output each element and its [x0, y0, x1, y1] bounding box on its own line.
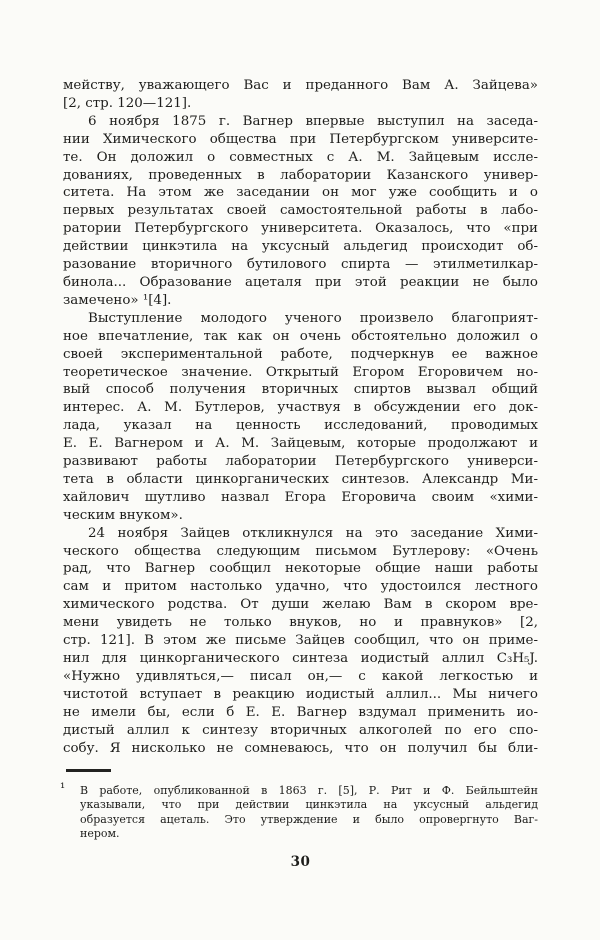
text-line: нером. — [80, 827, 120, 841]
text-line: химического родства. От души желаю Вам в скором вре- — [63, 597, 538, 613]
text-line: не имели бы, если б Е. Е. Вагнер вздумал применить ио- — [63, 704, 538, 720]
text-line: дованиях, проведенных в лаборатории Казанского универ- — [63, 167, 538, 183]
text-line: хайлович шутливо назвал Егора Егоровича своим «хими- — [63, 489, 538, 505]
text-line: ческого общества следующим письмом Бутлерову: «Очень — [63, 543, 538, 559]
paragraph — [63, 113, 538, 310]
text-line: чистотой вступает в реакцию иодистый аллил... Мы ничего — [63, 686, 538, 702]
text-line: собу. Я нисколько не сомневаюсь, что он получил бы бли- — [63, 740, 538, 756]
text-line: ситета. На этом же заседании он мог уже сообщить и о — [63, 185, 538, 201]
text-line: ное впечатление, так как он очень обстоятельно доложил о — [63, 328, 538, 344]
text-line: сам и притом настолько удачно, что удостоился лестного — [63, 579, 538, 595]
footnote — [60, 781, 538, 842]
text-line: [2, стр. 120—121]. — [63, 95, 192, 111]
text-line: «Нужно удивляться,— писал он,— с какой легкостью и — [63, 668, 538, 684]
text-line: мени увидеть не только внуков, но и правнуков» [2, — [63, 615, 538, 631]
text-line: образуется ацеталь. Это утверждение и было опровергнуто Ваг- — [80, 812, 538, 826]
text-line: стр. 121]. В этом же письме Зайцев сообщил, что он приме- — [63, 633, 538, 649]
footnote-marker: ¹ — [60, 781, 66, 796]
text-line: нии Химического общества при Петербургском университе- — [63, 131, 538, 147]
text-line: действии цинкэтила на уксусный альдегид происходит об- — [63, 239, 538, 255]
text-line: нил для цинкорганического синтеза иодистый аллил C₃H₅J. — [63, 651, 538, 666]
text-line: ратории Петербургского университета. Оказалось, что «при — [63, 221, 538, 237]
text-line: лада, указал на ценность исследований, проводимых — [63, 418, 538, 434]
paragraph — [63, 525, 538, 758]
text-line: своей экспериментальной работе, подчеркнув ее важное — [63, 346, 538, 362]
text-line: мейству, уважающего Вас и преданного Вам А. Зайцева» — [63, 78, 538, 93]
text-line: тета в области цинкорганических синтезов. Александр Ми- — [63, 471, 538, 487]
paragraph — [63, 310, 538, 525]
text-line: первых результатах своей самостоятельной работы в лабо- — [63, 203, 538, 219]
page-number: 30 — [290, 854, 311, 870]
footnote-text — [80, 784, 538, 842]
text-line: те. Он доложил о совместных с А. М. Зайцевым иссле- — [63, 149, 538, 165]
paragraph — [63, 77, 538, 113]
text-line: Выступление молодого ученого произвело благоприят- — [88, 310, 538, 326]
text-line: указывали, что при действии цинкэтила на уксусный альдегид — [80, 798, 538, 812]
body-text — [63, 77, 538, 757]
footnote-separator — [66, 769, 111, 772]
text-line: теоретическое значение. Открытый Егором Егоровичем но- — [63, 364, 538, 380]
text-line: Е. Е. Вагнером и А. М. Зайцевым, которые продолжают и — [63, 436, 538, 452]
text-line: развивают работы лаборатории Петербургского универси- — [63, 454, 538, 470]
text-line: 24 ноября Зайцев откликнулся на это заседание Хими- — [88, 525, 538, 541]
text-line: интерес. А. М. Бутлеров, участвуя в обсуждении его док- — [63, 400, 538, 416]
text-line: вый способ получения вторичных спиртов вызвал общий — [63, 382, 538, 398]
text-line: замечено» ¹[4]. — [63, 292, 172, 308]
text-line: 6 ноября 1875 г. Вагнер впервые выступил на заседа- — [88, 113, 538, 129]
text-line: В работе, опубликованной в 1863 г. [5], Р. Рит и Ф. Бейльштейн — [80, 784, 538, 797]
text-line: разование вторичного бутилового спирта — этилметилкар- — [63, 257, 538, 273]
text-line: дистый аллил к синтезу вторичных алкоголей по его спо- — [63, 722, 538, 738]
text-line: рад, что Вагнер сообщил некоторые общие наши работы — [63, 561, 538, 577]
text-line: бинола... Образование ацеталя при этой реакции не было — [63, 274, 538, 290]
text-line: ческим внуком». — [63, 507, 183, 523]
